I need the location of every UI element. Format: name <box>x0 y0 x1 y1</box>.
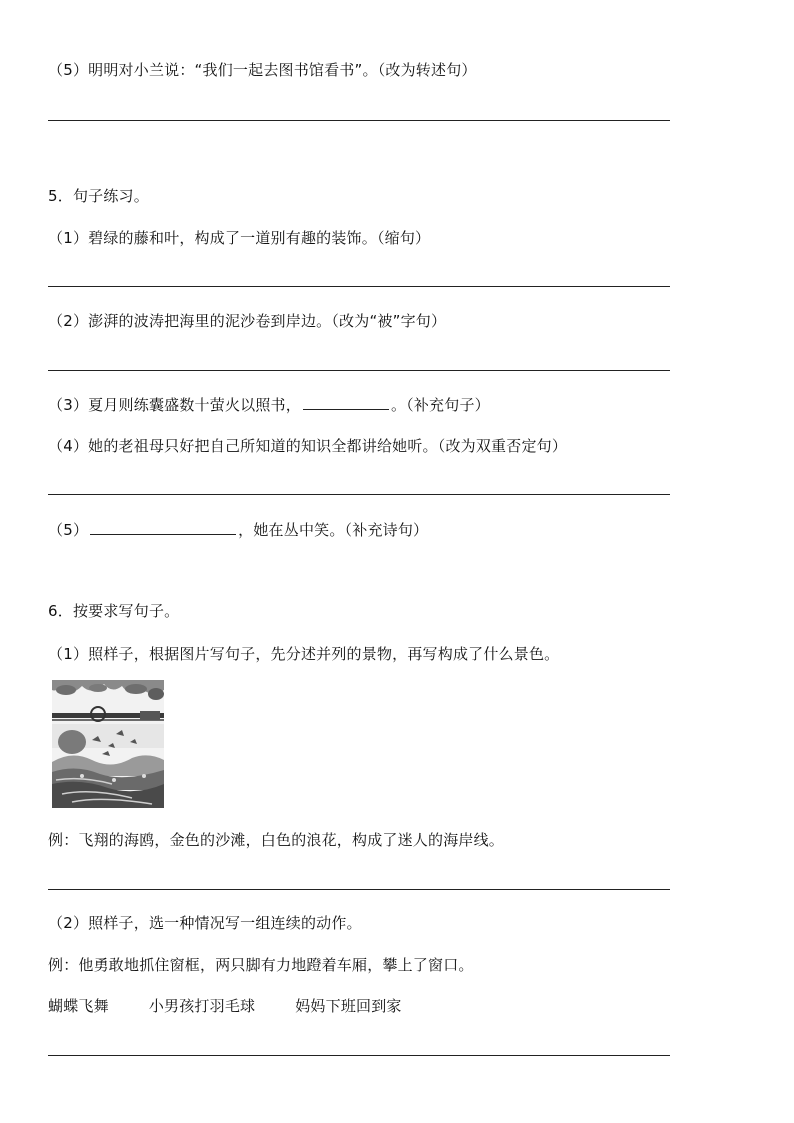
seaside-picture <box>52 680 164 808</box>
answer-line <box>48 1055 670 1056</box>
answer-line <box>48 120 670 121</box>
option-mom-home: 妈妈下班回到家 <box>295 997 402 1015</box>
answer-line <box>48 370 670 371</box>
q6-example1: 例：飞翔的海鸥，金色的沙滩，白色的浪花，构成了迷人的海岸线。 <box>48 831 505 849</box>
q5-item5-after: ，她在丛中笑。（补充诗句） <box>238 521 429 539</box>
q6-item2: （2）照样子，选一种情况写一组连续的动作。 <box>48 914 362 932</box>
fill-blank[interactable] <box>90 519 236 535</box>
q5-item1: （1）碧绿的藤和叶，构成了一道别有趣的装饰。（缩句） <box>48 229 431 247</box>
q5-item5 <box>48 519 428 540</box>
q5-item2: （2）澎湃的波涛把海里的泥沙卷到岸边。（改为“被”字句） <box>48 312 447 330</box>
option-badminton: 小男孩打羽毛球 <box>148 997 256 1015</box>
q5-item3-before: （3）夏月则练囊盛数十萤火以照书， <box>48 396 301 414</box>
answer-line <box>48 494 670 495</box>
q6-options <box>48 996 402 1016</box>
option-butterfly: 蝴蝶飞舞 <box>48 997 109 1015</box>
q4-item5: （5）明明对小兰说：“我们一起去图书馆看书”。（改为转述句） <box>48 61 477 79</box>
q6-heading: 6．按要求写句子。 <box>48 602 180 620</box>
q5-item4: （4）她的老祖母只好把自己所知道的知识全都讲给她听。（改为双重否定句） <box>48 437 568 455</box>
answer-line <box>48 286 670 287</box>
q5-item3 <box>48 394 490 415</box>
q5-heading: 5．句子练习。 <box>48 187 149 205</box>
q5-item5-before: （5） <box>48 521 89 539</box>
q6-example2: 例：他勇敢地抓住窗框，两只脚有力地蹬着车厢，攀上了窗口。 <box>48 956 474 974</box>
fill-blank[interactable] <box>303 394 389 410</box>
q6-item1: （1）照样子，根据图片写句子，先分述并列的景物，再写构成了什么景色。 <box>48 645 560 663</box>
answer-line <box>48 889 670 890</box>
q5-item3-after: 。（补充句子） <box>390 396 490 414</box>
